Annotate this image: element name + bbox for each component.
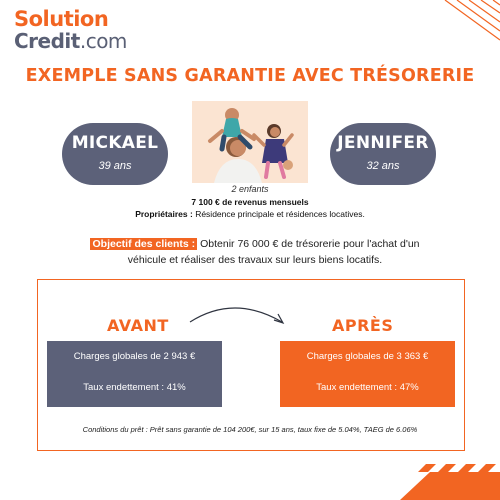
person-age: 39 ans <box>98 160 132 172</box>
person-badge-jennifer <box>330 123 436 185</box>
decorative-stripes-top <box>410 0 500 70</box>
person-badge-mickael <box>62 123 168 185</box>
person-name: JENNIFER <box>337 133 429 153</box>
person-age: 32 ans <box>366 160 400 172</box>
client-objective <box>70 236 440 269</box>
before-charges: Charges globales de 2 943 € <box>73 351 196 362</box>
page-title: EXEMPLE SANS GARANTIE AVEC TRÉSORERIE <box>25 66 475 86</box>
before-title: AVANT <box>107 316 169 335</box>
logo-line2 <box>14 31 127 51</box>
family-illustration <box>192 101 308 183</box>
logo-line2-rest: .com <box>79 29 127 53</box>
curved-arrow-icon <box>186 300 296 330</box>
person-name: MICKAEL <box>71 133 159 153</box>
ownership-info <box>0 209 500 219</box>
before-debt-rate: Taux endettement : 41% <box>83 382 186 393</box>
objective-text: Obtenir 76 000 € de trésorerie pour l'achat d'un véhicule et réaliser des travaux sur leurs biens locatifs. <box>127 238 420 267</box>
monthly-income: 7 100 € de revenus mensuels <box>191 197 309 207</box>
after-box <box>280 341 455 407</box>
loan-conditions: Conditions du prêt : Prêt sans garantie de 104 200€, sur 15 ans, taux fixe de 5.04%, TAEG de 6.06% <box>82 425 418 434</box>
owners-text: Résidence principale et résidences locatives. <box>192 209 365 219</box>
after-charges: Charges globales de 3 363 € <box>306 351 429 362</box>
owners-label: Propriétaires : <box>135 209 193 219</box>
before-box <box>47 341 222 407</box>
objective-label: Objectif des clients : <box>92 238 196 250</box>
logo-line1: Solution <box>14 7 109 31</box>
after-title: APRÈS <box>332 316 394 335</box>
decorative-stripes-bottom <box>360 464 500 500</box>
after-debt-rate: Taux endettement : 47% <box>316 382 419 393</box>
kids-count: 2 enfants <box>231 184 269 194</box>
logo-line2-bold: Credit <box>14 29 80 53</box>
brand-logo <box>14 9 127 51</box>
